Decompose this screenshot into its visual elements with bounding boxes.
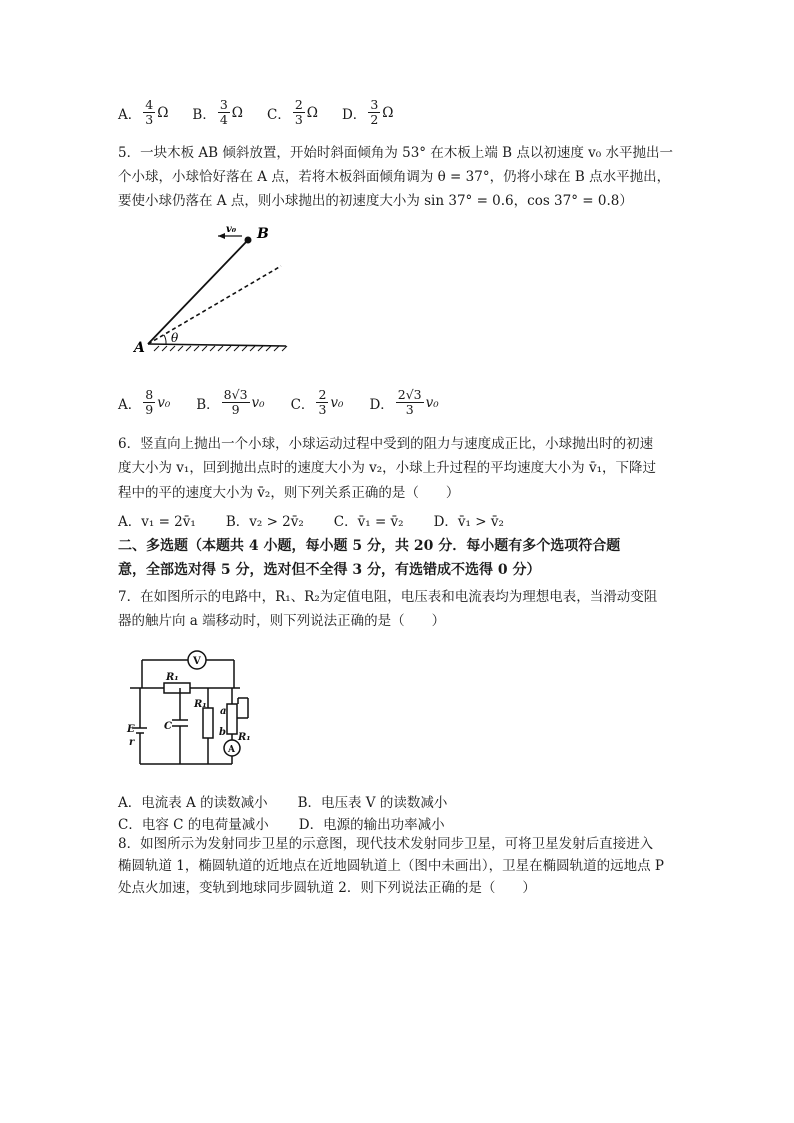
q6-text-line-2: 度大小为 v₁，回到抛出点时的速度大小为 v₂，小球上升过程的平均速度大小为 v̄₁，下降过 [118,460,656,476]
q7-circuit-figure [124,644,274,774]
fraction: $\frac{2}{3}$ [318,387,327,417]
internal-r-label: r [129,737,135,748]
q5-text-line-2: 个小球，小球恰好落在 A 点，若将木板斜面倾角调为 θ = 37°，仍将小球在 B 点水平抛出， [118,169,671,185]
q5-option-a[interactable]: A． $\frac{8}{9}$ v₀ [118,387,171,417]
q6-options [118,510,528,530]
q6-text-line-1: 6．竖直向上抛出一个小球，小球运动过程中受到的阻力与速度成正比，小球抛出时的初速 [118,436,654,452]
section-2-heading-line-2: 意，全部选对得 5 分，选对但不全得 3 分，有选错成不选得 0 分） [118,562,541,578]
q5-option-d[interactable]: D． $\frac{2√3}{3}$ v₀ [369,387,439,417]
q6-option-b[interactable]: B．v₂ > 2v̄₂ [225,514,304,530]
ammeter-label: A [228,745,235,755]
point-a-label: A [134,340,145,356]
q6-option-d[interactable]: D．v̄₁ > v̄₂ [433,514,504,530]
voltmeter-label: V [193,656,201,667]
q5-options [118,388,463,417]
theta-label: θ [171,331,179,345]
q7-options-row-1 [118,791,471,811]
emf-label: E [127,724,135,735]
q6-option-c[interactable]: C．v̄₁ = v̄₂ [333,514,404,530]
q5-text-line-1: 5．一块木板 AB 倾斜放置，开始时斜面倾角为 53° 在木板上端 B 点以初速度 v₀ 水平抛出一 [118,145,673,161]
q4-options [118,98,417,127]
fraction: $\frac{4}{3}$ [145,97,154,127]
q8-text-line-3: 处点火加速，变轨到地球同步圆轨道 2．则下列说法正确的是（ ） [118,880,536,896]
q6-text-line-3: 程中的平的速度大小为 v̄₂，则下列关系正确的是（ ） [118,485,460,501]
fraction: $\frac{3}{4}$ [219,97,228,127]
q7-option-a[interactable]: A．电流表 A 的读数减小 [118,795,268,811]
r2-label: R₁ [194,699,207,710]
fraction: $\frac{8√3}{9}$ [223,387,248,417]
v0-label: v₀ [226,224,237,235]
terminal-a-label: a [220,706,227,717]
q7-text-line-1: 7．在如图所示的电路中，R₁、R₂为定值电阻，电压表和电流表均为理想电表，当滑动变阻 [118,589,658,605]
q5-text-line-3: 要使小球仍落在 A 点，则小球抛出的初速度大小为 sin 37° = 0.6，cos 37° = 0.8） [118,193,633,209]
point-b-label: B [257,226,269,242]
q5-option-b[interactable]: B． $\frac{8√3}{9}$ v₀ [196,387,265,417]
q7-text-line-2: 器的触片向 a 端移动时，则下列说法正确的是（ ） [118,613,446,629]
fraction: $\frac{3}{2}$ [370,97,379,127]
q4-option-a[interactable]: A． $\frac{4}{3}$ Ω [118,97,169,127]
fraction: $\frac{2}{3}$ [294,97,303,127]
q6-option-a[interactable]: A．v₁ = 2v̄₁ [118,514,196,530]
q4-option-c[interactable]: C． $\frac{2}{3}$ Ω [266,97,318,127]
capacitor-label: C [164,721,172,732]
q7-option-d[interactable]: D．电源的输出功率减小 [298,817,445,833]
q5-incline-figure [126,218,306,368]
section-2-heading-line-1: 二、多选题（本题共 4 小题，每小题 5 分，共 20 分．每小题有多个选项符合题 [118,538,621,554]
q8-text-line-2: 椭圆轨道 1，椭圆轨道的近地点在近地圆轨道上（图中未画出），卫星在椭圆轨道的远地点 P [118,858,665,874]
q7-option-b[interactable]: B．电压表 V 的读数减小 [297,795,448,811]
q4-option-b[interactable]: B． $\frac{3}{4}$ Ω [192,97,243,127]
q5-option-c[interactable]: C． $\frac{2}{3}$ v₀ [290,387,344,417]
r1-label: R₁ [166,672,179,683]
r3-label: R₁ [238,732,251,743]
fraction: $\frac{2√3}{3}$ [397,387,422,417]
q7-option-c[interactable]: C．电容 C 的电荷量减小 [118,817,269,833]
q8-text-line-1: 8．如图所示为发射同步卫星的示意图，现代技术发射同步卫星，可将卫星发射后直接进入 [118,836,654,852]
q7-options-row-2 [118,813,469,833]
terminal-b-label: b [219,727,226,738]
q4-option-d[interactable]: D． $\frac{3}{2}$ Ω [341,97,394,127]
fraction: $\frac{8}{9}$ [145,387,154,417]
